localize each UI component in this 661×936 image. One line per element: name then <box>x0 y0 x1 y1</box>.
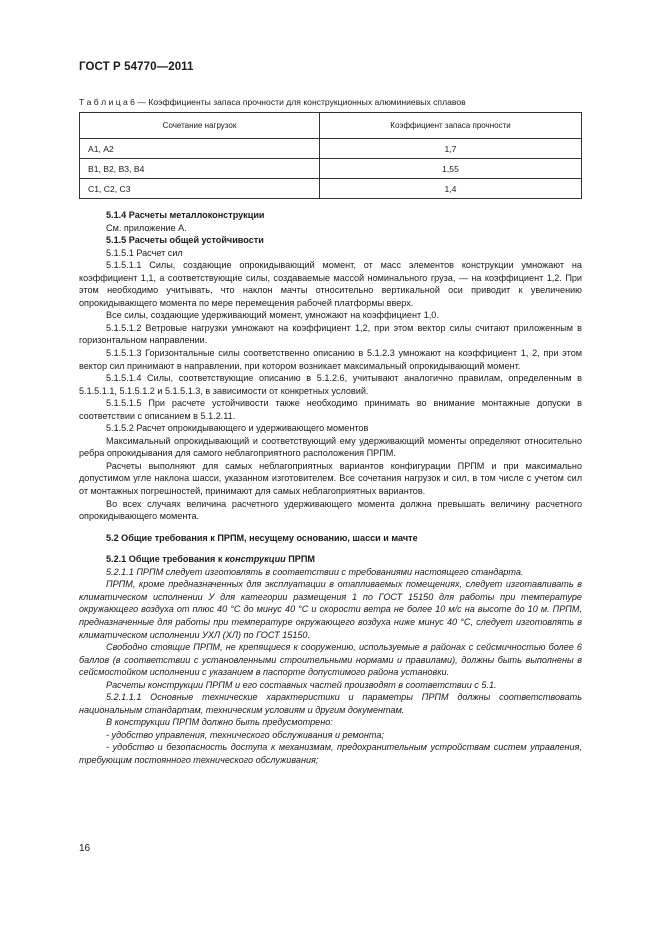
cell-combo: С1, С2, С3 <box>80 179 320 199</box>
paragraph-seismic: Свободно стоящие ПРПМ, не крепящиеся к сооружению, используемые в районах с сейсмичностью более 6 баллов (в соответствии с установленными строительными нормами и правилами), должны быть выполнены в сейсмостойком исполнении с указанием в паспорте допустимого района установки. <box>79 642 582 678</box>
table-row <box>80 179 582 199</box>
column-header-safety-coefficient: Коэффициент запаса прочности <box>320 113 582 139</box>
section-5-1-4-title: 5.1.4 Расчеты металлоконструкции <box>106 210 265 220</box>
body-text <box>79 209 582 767</box>
paragraph-max-moments: Максимальный опрокидывающий и соответствующий ему удерживающий моменты определяют относительно ребра опрокидывания для самого неблагоприятного расположения ПРПМ. <box>79 435 582 459</box>
section-5-2-1-title <box>79 553 582 566</box>
table-row <box>80 159 582 179</box>
subsection-5-1-5-1: 5.1.5.1 Расчет сил <box>106 247 183 258</box>
paragraph-5-1-5-1-5: 5.1.5.1.5 При расчете устойчивости также необходимо принимать во внимание монтажные допуски в соответствии с описанием в 5.1.2.11. <box>79 398 582 421</box>
section-5-2-1-prefix: 5.2.1 Общие требования к <box>106 554 225 565</box>
document-header: ГОСТ Р 54770—2011 <box>79 61 194 73</box>
paragraph-provisions: В конструкции ПРПМ должно быть предусмотрено: <box>106 717 333 728</box>
coefficients-table <box>79 112 582 199</box>
subsection-5-1-5-2: 5.1.5.2 Расчет опрокидывающего и удерживающего моментов <box>106 423 369 434</box>
list-item: - удобство управления, технического обслуживания и ремонта; <box>106 729 384 740</box>
section-5-2-1-suffix: ПРПМ <box>285 554 315 565</box>
section-5-1-5-title: 5.1.5 Расчеты общей устойчивости <box>106 235 264 246</box>
paragraph-5-1-5-1-1: 5.1.5.1.1 Силы, создающие опрокидывающий момент, от масс элементов конструкции умножают на коэффициент 1,1, а соответствующие силы, создаваемые массой номинального груза, — на коэффициент 1,2. При этом необходимо учитывать, что наклон мачты относительно вертикальной оси приводит к увеличению опрокидывающего момента по мере перемещения рабочей платформы вверх. <box>79 260 582 308</box>
paragraph-holding-forces: Все силы, создающие удерживающий момент, умножают на коэффициент 1,0. <box>106 310 439 321</box>
paragraph-5-1-5-1-3: 5.1.5.1.3 Горизонтальные силы соответственно описанию в 5.1.2.3 умножают на коэффициент 1, 2, при этом вектор сил принимают в направлении, при котором возникает максимальный опрокидывающий момент. <box>79 348 582 371</box>
paragraph-structure-calc: Расчеты конструкции ПРПМ и его составных частей производят в соответствии с 5.1. <box>106 679 497 690</box>
paragraph-5-2-1-1: 5.2.1.1 ПРПМ следует изготовлять в соответствии с требованиями настоящего стандарта. <box>106 566 524 577</box>
section-5-2-1-italic: конструкции <box>224 554 286 565</box>
paragraph-calculations: Расчеты выполняют для самых неблагоприятных вариантов конфигурации ПРПМ и при максимально допустимом угле наклона шасси, указанном изготовителем. Все сочетания нагрузок и сил, в том числе с учетом сил от монтажных погрешностей, принимают для самых неблагоприятных вариантов. <box>79 460 582 497</box>
table-caption: Т а б л и ц а 6 — Коэффициенты запаса прочности для конструкционных алюминиевых сплавов <box>79 97 466 107</box>
paragraph-all-cases: Во всех случаях величина расчетного удерживающего момента должна превышать величину расчетного опрокидывающего момента. <box>79 498 582 522</box>
cell-combo: А1, А2 <box>80 139 320 159</box>
table-header-row <box>80 113 582 139</box>
section-5-2-title: 5.2 Общие требования к ПРПМ, несущему основанию, шасси и мачте <box>106 532 418 543</box>
section-5-1-4-text: См. приложение А. <box>106 222 187 233</box>
cell-coef: 1,7 <box>320 139 582 159</box>
paragraph-climate: ПРПМ, кроме предназначенных для эксплуатации в отапливаемых помещениях, следует изготавливать в климатическом исполнении У для категории размещения 1 по ГОСТ 15150 для работы при температуре окружающего воздуха от плюс 40 °С до минус 40 °С и скорости ветра не более 10 м/с на высоте до 10 м. ПРПМ, предназначенные для работы при температуре окружающего воздуха ниже минус 40 °С, следует изготовлять в климатическом исполнении УХЛ (ХЛ) по ГОСТ 15150. <box>79 579 582 640</box>
cell-coef: 1,55 <box>320 159 582 179</box>
paragraph-5-2-1-1-1: 5.2.1.1.1 Основные технические характеристики и параметры ПРПМ должны соответствовать национальным стандартам, техническим условиям и другим документам. <box>79 692 582 715</box>
column-header-load-combination: Сочетание нагрузок <box>80 113 320 139</box>
paragraph-5-1-5-1-4: 5.1.5.1.4 Силы, соответствующие описанию в 5.1.2.6, учитывают аналогично правилам, определенным в 5.1.5.1.1, 5.1.5.1.2 и 5.1.5.1.3, в зависимости от конкретных условий. <box>79 373 582 396</box>
paragraph-5-1-5-1-2: 5.1.5.1.2 Ветровые нагрузки умножают на коэффициент 1,2, при этом вектор силы считают приложенным в горизонтальном направлении. <box>79 322 582 346</box>
page-number: 16 <box>79 843 91 854</box>
cell-coef: 1,4 <box>320 179 582 199</box>
table-row <box>80 139 582 159</box>
cell-combo: В1, В2, В3, В4 <box>80 159 320 179</box>
list-item: - удобство и безопасность доступа к механизмам, предохранительным устройствам систем управления, требующим постоянного технического обслуживания; <box>79 742 582 765</box>
